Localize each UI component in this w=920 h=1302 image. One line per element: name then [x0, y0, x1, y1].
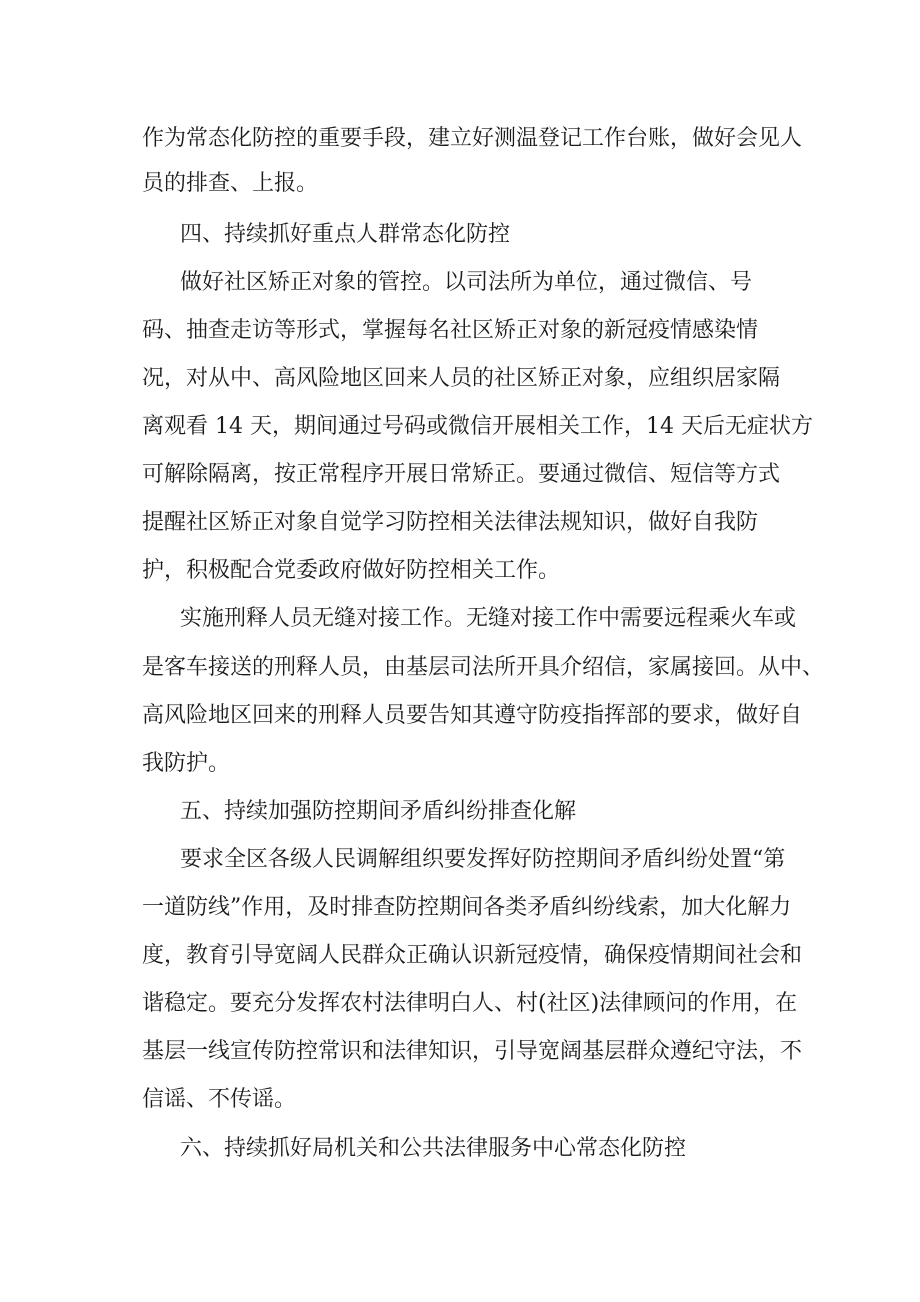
- paragraph-line: 高风险地区回来的刑释人员要告知其遵守防疫指挥部的要求，做好自: [142, 703, 803, 728]
- paragraph-line: 要求全区各级人民调解组织要发挥好防控期间矛盾纠纷处置“第: [180, 847, 786, 872]
- paragraph-line: 护，积极配合党委政府做好防控相关工作。: [142, 558, 561, 583]
- paragraph-line: 员的排查、上报。: [142, 171, 319, 196]
- paragraph-line: 作为常态化防控的重要手段，建立好测温登记工作台账，做好会见人: [142, 126, 803, 151]
- paragraph-line: 做好社区矫正对象的管控。以司法所为单位，通过微信、号: [180, 270, 753, 295]
- paragraph-line: 谐稳定。要充分发挥农村法律明白人、村(社区)法律顾问的作用，在: [142, 991, 798, 1016]
- paragraph-line: 实施刑释人员无缝对接工作。无缝对接工作中需要远程乘火车或: [180, 606, 797, 631]
- paragraph-line: 度，教育引导宽阔人民群众正确认识新冠疫情，确保疫情期间社会和: [142, 943, 803, 968]
- section-heading-4: 四、持续抓好重点人群常态化防控: [180, 222, 511, 247]
- paragraph-line: 离观看 14 天，期间通过号码或微信开展相关工作，14 天后无症状方: [142, 414, 813, 439]
- paragraph-line: 可解除隔离，按正常程序开展日常矫正。要通过微信、短信等方式: [142, 462, 781, 487]
- paragraph-line: 我防护。: [142, 751, 231, 776]
- paragraph-line: 提醒社区矫正对象自觉学习防控相关法律法规知识，做好自我防: [142, 510, 759, 535]
- paragraph-line: 码、抽查走访等形式，掌握每名社区矫正对象的新冠疫情感染情: [142, 318, 759, 343]
- paragraph-line: 基层一线宣传防控常识和法律知识，引导宽阔基层群众遵纪守法，不: [142, 1039, 803, 1064]
- paragraph-line: 是客车接送的刑释人员，由基层司法所开具介绍信，家属接回。从中、: [142, 655, 825, 680]
- section-heading-6: 六、持续抓好局机关和公共法律服务中心常态化防控: [180, 1136, 687, 1161]
- paragraph-line: 信谣、不传谣。: [142, 1087, 297, 1112]
- paragraph-line: 况，对从中、高风险地区回来人员的社区矫正对象，应组织居家隔: [142, 366, 781, 391]
- paragraph-line: 一道防线”作用，及时排查防控期间各类矛盾纠纷线索，加大化解力: [142, 895, 792, 920]
- section-heading-5: 五、持续加强防控期间矛盾纠纷排查化解: [180, 799, 577, 824]
